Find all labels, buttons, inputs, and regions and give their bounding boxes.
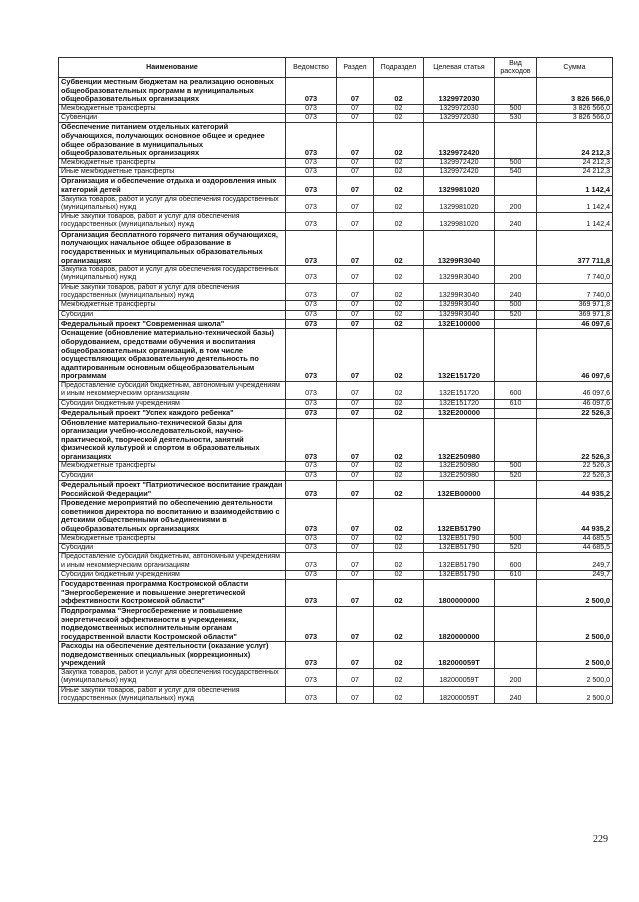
table-row <box>59 580 613 607</box>
table-row <box>59 329 613 382</box>
header-target: Целевая статья <box>424 58 495 78</box>
row-type <box>495 230 537 265</box>
row-sum: 44 935,2 <box>537 499 613 534</box>
row-subsection: 02 <box>374 418 424 462</box>
row-target: 132E151720 <box>424 329 495 382</box>
row-subsection: 02 <box>374 310 424 319</box>
row-target: 1329972030 <box>424 104 495 113</box>
row-section: 07 <box>337 642 374 669</box>
row-dept: 073 <box>286 462 337 471</box>
header-type: Вид расходов <box>495 58 537 78</box>
row-sum: 2 500,0 <box>537 580 613 607</box>
row-subsection: 02 <box>374 319 424 329</box>
row-dept: 073 <box>286 123 337 158</box>
table-header-row <box>59 58 613 78</box>
row-target: 182000059Т <box>424 686 495 704</box>
row-section: 07 <box>337 329 374 382</box>
row-dept: 073 <box>286 213 337 231</box>
row-subsection: 02 <box>374 580 424 607</box>
row-sum: 24 212,3 <box>537 123 613 158</box>
row-section: 07 <box>337 580 374 607</box>
row-section: 07 <box>337 408 374 418</box>
header-dept: Ведомство <box>286 58 337 78</box>
row-target: 13299R3040 <box>424 230 495 265</box>
row-name: Подпрограмма "Энергосбережение и повышение энергетической эффективности в учреждениях, подведомственных исполнительным органам государственной власти Костромской области" <box>59 606 286 641</box>
row-name: Закупка товаров, работ и услуг для обеспечения государственных (муниципальных) нужд <box>59 195 286 213</box>
row-sum: 377 711,8 <box>537 230 613 265</box>
table-row <box>59 534 613 543</box>
row-section: 07 <box>337 499 374 534</box>
table-row <box>59 301 613 310</box>
row-target: 132E100000 <box>424 319 495 329</box>
row-dept: 073 <box>286 642 337 669</box>
row-sum: 22 526,3 <box>537 418 613 462</box>
row-type: 200 <box>495 266 537 284</box>
row-section: 07 <box>337 158 374 167</box>
table-row <box>59 213 613 231</box>
row-subsection: 02 <box>374 168 424 177</box>
row-type: 500 <box>495 301 537 310</box>
row-name: Федеральный проект "Патриотическое воспитание граждан Российской Федерации" <box>59 481 286 499</box>
table-row <box>59 606 613 641</box>
row-target: 132EB51790 <box>424 534 495 543</box>
row-target: 1820000000 <box>424 606 495 641</box>
row-sum: 3 826 566,0 <box>537 78 613 105</box>
row-target: 1329972030 <box>424 78 495 105</box>
row-dept: 073 <box>286 570 337 579</box>
row-name: Межбюджетные трансферты <box>59 534 286 543</box>
row-dept: 073 <box>286 418 337 462</box>
row-target: 132E250980 <box>424 462 495 471</box>
table-row <box>59 399 613 408</box>
row-name: Закупка товаров, работ и услуг для обеспечения государственных (муниципальных) нужд <box>59 266 286 284</box>
table-row <box>59 104 613 113</box>
row-name: Иные межбюджетные трансферты <box>59 168 286 177</box>
row-sum: 22 526,3 <box>537 462 613 471</box>
row-dept: 073 <box>286 114 337 123</box>
row-type: 600 <box>495 553 537 571</box>
row-dept: 073 <box>286 606 337 641</box>
row-subsection: 02 <box>374 283 424 301</box>
row-name: Федеральный проект "Успех каждого ребенка" <box>59 408 286 418</box>
row-type: 600 <box>495 382 537 400</box>
table-row <box>59 195 613 213</box>
row-target: 13299R3040 <box>424 310 495 319</box>
row-dept: 073 <box>286 283 337 301</box>
row-dept: 073 <box>286 177 337 195</box>
table-row <box>59 177 613 195</box>
row-target: 132EB00000 <box>424 481 495 499</box>
header-name: Наименование <box>59 58 286 78</box>
row-name: Межбюджетные трансферты <box>59 462 286 471</box>
table-row <box>59 543 613 552</box>
row-section: 07 <box>337 606 374 641</box>
row-dept: 073 <box>286 78 337 105</box>
row-subsection: 02 <box>374 123 424 158</box>
table-row <box>59 382 613 400</box>
table-row <box>59 158 613 167</box>
table-body <box>59 78 613 704</box>
table-row <box>59 686 613 704</box>
row-section: 07 <box>337 78 374 105</box>
row-dept: 073 <box>286 481 337 499</box>
table-row <box>59 481 613 499</box>
row-name: Предоставление субсидий бюджетным, автономным учреждениям и иным некоммерческим организациям <box>59 382 286 400</box>
row-type <box>495 123 537 158</box>
row-dept: 073 <box>286 266 337 284</box>
row-subsection: 02 <box>374 570 424 579</box>
row-name: Обновление материально-технической базы для организации учебно-исследовательской, научно-практической, творческой деятельности, занятий физической культурой и спортом в образовательных организациях <box>59 418 286 462</box>
row-name: Государственная программа Костромской области "Энергосбережение и повышение энергетической эффективности Костромской области" <box>59 580 286 607</box>
row-type <box>495 499 537 534</box>
row-section: 07 <box>337 462 374 471</box>
row-type: 530 <box>495 114 537 123</box>
row-subsection: 02 <box>374 78 424 105</box>
table-row <box>59 408 613 418</box>
page-number: 229 <box>593 834 608 845</box>
row-sum: 46 097,6 <box>537 329 613 382</box>
row-dept: 073 <box>286 408 337 418</box>
row-sum: 46 097,6 <box>537 399 613 408</box>
row-sum: 1 142,4 <box>537 177 613 195</box>
row-subsection: 02 <box>374 481 424 499</box>
row-section: 07 <box>337 283 374 301</box>
row-name: Организация и обеспечение отдыха и оздоровления иных категорий детей <box>59 177 286 195</box>
row-name: Федеральный проект "Современная школа" <box>59 319 286 329</box>
row-subsection: 02 <box>374 158 424 167</box>
row-type: 240 <box>495 283 537 301</box>
row-section: 07 <box>337 266 374 284</box>
row-section: 07 <box>337 230 374 265</box>
row-section: 07 <box>337 686 374 704</box>
table-row <box>59 553 613 571</box>
row-target: 1329972420 <box>424 123 495 158</box>
table-row <box>59 168 613 177</box>
row-type: 200 <box>495 195 537 213</box>
row-name: Предоставление субсидий бюджетным, автономным учреждениям и иным некоммерческим организациям <box>59 553 286 571</box>
row-name: Расходы на обеспечение деятельности (оказание услуг) подведомственных специальных (коррекционных) учреждений <box>59 642 286 669</box>
row-subsection: 02 <box>374 104 424 113</box>
table-row <box>59 123 613 158</box>
row-sum: 249,7 <box>537 553 613 571</box>
row-subsection: 02 <box>374 669 424 687</box>
row-subsection: 02 <box>374 382 424 400</box>
row-target: 132EB51790 <box>424 553 495 571</box>
row-dept: 073 <box>286 686 337 704</box>
row-type: 520 <box>495 471 537 480</box>
row-section: 07 <box>337 418 374 462</box>
row-name: Межбюджетные трансферты <box>59 301 286 310</box>
row-name: Межбюджетные трансферты <box>59 158 286 167</box>
row-subsection: 02 <box>374 686 424 704</box>
table-row <box>59 462 613 471</box>
header-subsection: Подраздел <box>374 58 424 78</box>
row-section: 07 <box>337 168 374 177</box>
row-target: 13299R3040 <box>424 283 495 301</box>
row-section: 07 <box>337 471 374 480</box>
row-name: Субвенции <box>59 114 286 123</box>
table-row <box>59 499 613 534</box>
row-dept: 073 <box>286 499 337 534</box>
row-target: 132E151720 <box>424 382 495 400</box>
row-dept: 073 <box>286 168 337 177</box>
row-section: 07 <box>337 177 374 195</box>
row-type: 500 <box>495 158 537 167</box>
row-dept: 073 <box>286 543 337 552</box>
row-subsection: 02 <box>374 301 424 310</box>
row-sum: 1 142,4 <box>537 213 613 231</box>
row-section: 07 <box>337 213 374 231</box>
row-section: 07 <box>337 669 374 687</box>
row-sum: 22 526,3 <box>537 471 613 480</box>
row-type <box>495 329 537 382</box>
row-type: 520 <box>495 310 537 319</box>
table-row <box>59 310 613 319</box>
row-name: Закупка товаров, работ и услуг для обеспечения государственных (муниципальных) нужд <box>59 669 286 687</box>
row-dept: 073 <box>286 329 337 382</box>
row-type: 540 <box>495 168 537 177</box>
row-type <box>495 177 537 195</box>
row-target: 1800000000 <box>424 580 495 607</box>
row-dept: 073 <box>286 158 337 167</box>
row-sum: 44 935,2 <box>537 481 613 499</box>
row-sum: 46 097,6 <box>537 382 613 400</box>
row-name: Иные закупки товаров, работ и услуг для обеспечения государственных (муниципальных) нужд <box>59 213 286 231</box>
row-subsection: 02 <box>374 462 424 471</box>
row-type: 610 <box>495 399 537 408</box>
row-section: 07 <box>337 195 374 213</box>
row-sum: 44 685,5 <box>537 543 613 552</box>
row-type: 240 <box>495 213 537 231</box>
row-dept: 073 <box>286 399 337 408</box>
row-type: 500 <box>495 462 537 471</box>
row-type: 240 <box>495 686 537 704</box>
row-type: 200 <box>495 669 537 687</box>
row-target: 132E250980 <box>424 471 495 480</box>
row-target: 132E151720 <box>424 399 495 408</box>
row-subsection: 02 <box>374 606 424 641</box>
row-name: Субсидии <box>59 543 286 552</box>
row-sum: 2 500,0 <box>537 642 613 669</box>
row-section: 07 <box>337 123 374 158</box>
row-name: Обеспечение питанием отдельных категорий обучающихся, получающих основное общее и среднее общее образование в муниципальных общеобразовательных организациях <box>59 123 286 158</box>
row-target: 132E200000 <box>424 408 495 418</box>
row-sum: 3 826 566,0 <box>537 114 613 123</box>
row-type <box>495 78 537 105</box>
row-name: Оснащение (обновление материально-технической базы) оборудованием, средствами обучения и воспитания общеобразовательных организаций, в том числе осуществляющих образовательную деятельность по адаптированным основным общеобразовательным программам <box>59 329 286 382</box>
row-sum: 369 971,8 <box>537 310 613 319</box>
row-section: 07 <box>337 481 374 499</box>
table-row <box>59 570 613 579</box>
row-name: Субсидии <box>59 310 286 319</box>
row-sum: 2 500,0 <box>537 669 613 687</box>
row-name: Субсидии <box>59 471 286 480</box>
row-dept: 073 <box>286 382 337 400</box>
row-subsection: 02 <box>374 534 424 543</box>
row-sum: 249,7 <box>537 570 613 579</box>
row-subsection: 02 <box>374 266 424 284</box>
budget-table <box>58 57 613 704</box>
row-dept: 073 <box>286 195 337 213</box>
table-row <box>59 642 613 669</box>
header-section: Раздел <box>337 58 374 78</box>
row-subsection: 02 <box>374 543 424 552</box>
row-name: Иные закупки товаров, работ и услуг для обеспечения государственных (муниципальных) нужд <box>59 686 286 704</box>
row-section: 07 <box>337 382 374 400</box>
row-subsection: 02 <box>374 553 424 571</box>
row-name: Организация бесплатного горячего питания обучающихся, получающих начальное общее образование в государственных и муниципальных образовательных организациях <box>59 230 286 265</box>
row-subsection: 02 <box>374 399 424 408</box>
row-type: 500 <box>495 104 537 113</box>
row-type <box>495 319 537 329</box>
row-name: Межбюджетные трансферты <box>59 104 286 113</box>
row-subsection: 02 <box>374 408 424 418</box>
row-sum: 7 740,0 <box>537 283 613 301</box>
row-subsection: 02 <box>374 230 424 265</box>
row-target: 132EB51790 <box>424 543 495 552</box>
row-type <box>495 580 537 607</box>
row-sum: 22 526,3 <box>537 408 613 418</box>
row-dept: 073 <box>286 471 337 480</box>
row-sum: 7 740,0 <box>537 266 613 284</box>
table-row <box>59 418 613 462</box>
table-row <box>59 230 613 265</box>
row-target: 1329972030 <box>424 114 495 123</box>
table-row <box>59 114 613 123</box>
row-target: 182000059Т <box>424 669 495 687</box>
row-type <box>495 606 537 641</box>
row-sum: 1 142,4 <box>537 195 613 213</box>
row-subsection: 02 <box>374 114 424 123</box>
row-sum: 24 212,3 <box>537 158 613 167</box>
row-target: 132EB51790 <box>424 570 495 579</box>
row-type <box>495 408 537 418</box>
row-name: Иные закупки товаров, работ и услуг для обеспечения государственных (муниципальных) нужд <box>59 283 286 301</box>
header-sum: Сумма <box>537 58 613 78</box>
row-section: 07 <box>337 399 374 408</box>
row-subsection: 02 <box>374 177 424 195</box>
row-section: 07 <box>337 114 374 123</box>
table-row <box>59 471 613 480</box>
row-target: 1329972420 <box>424 158 495 167</box>
row-subsection: 02 <box>374 195 424 213</box>
table-row <box>59 78 613 105</box>
row-sum: 46 097,6 <box>537 319 613 329</box>
row-target: 182000059Т <box>424 642 495 669</box>
row-dept: 073 <box>286 534 337 543</box>
row-name: Субвенции местным бюджетам на реализацию основных общеобразовательных программ в муниципальных общеобразовательных организациях <box>59 78 286 105</box>
budget-table-container <box>58 57 612 704</box>
row-sum: 2 500,0 <box>537 606 613 641</box>
row-type: 610 <box>495 570 537 579</box>
row-dept: 073 <box>286 230 337 265</box>
table-row <box>59 283 613 301</box>
row-type: 500 <box>495 534 537 543</box>
row-section: 07 <box>337 534 374 543</box>
row-dept: 073 <box>286 669 337 687</box>
row-subsection: 02 <box>374 471 424 480</box>
table-row <box>59 266 613 284</box>
row-dept: 073 <box>286 104 337 113</box>
row-target: 13299R3040 <box>424 266 495 284</box>
row-target: 1329981020 <box>424 213 495 231</box>
row-dept: 073 <box>286 310 337 319</box>
row-sum: 44 685,5 <box>537 534 613 543</box>
row-section: 07 <box>337 310 374 319</box>
row-section: 07 <box>337 319 374 329</box>
row-dept: 073 <box>286 580 337 607</box>
row-dept: 073 <box>286 319 337 329</box>
row-subsection: 02 <box>374 213 424 231</box>
row-dept: 073 <box>286 553 337 571</box>
row-subsection: 02 <box>374 642 424 669</box>
row-sum: 24 212,3 <box>537 168 613 177</box>
row-name: Проведение мероприятий по обеспечению деятельности советников директора по воспитанию и взаимодействию с детскими общественными объединениями в общеобразовательных организациях <box>59 499 286 534</box>
row-target: 1329972420 <box>424 168 495 177</box>
row-subsection: 02 <box>374 329 424 382</box>
row-target: 132E250980 <box>424 418 495 462</box>
row-section: 07 <box>337 104 374 113</box>
row-subsection: 02 <box>374 499 424 534</box>
row-name: Субсидии бюджетным учреждениям <box>59 399 286 408</box>
row-type: 520 <box>495 543 537 552</box>
row-type <box>495 642 537 669</box>
row-section: 07 <box>337 570 374 579</box>
table-row <box>59 319 613 329</box>
row-sum: 2 500,0 <box>537 686 613 704</box>
row-type <box>495 481 537 499</box>
row-target: 13299R3040 <box>424 301 495 310</box>
row-sum: 369 971,8 <box>537 301 613 310</box>
row-type <box>495 418 537 462</box>
row-section: 07 <box>337 543 374 552</box>
row-target: 1329981020 <box>424 177 495 195</box>
table-row <box>59 669 613 687</box>
row-name: Субсидии бюджетным учреждениям <box>59 570 286 579</box>
row-dept: 073 <box>286 301 337 310</box>
row-target: 1329981020 <box>424 195 495 213</box>
row-sum: 3 826 566,0 <box>537 104 613 113</box>
row-section: 07 <box>337 553 374 571</box>
row-section: 07 <box>337 301 374 310</box>
row-target: 132EB51790 <box>424 499 495 534</box>
